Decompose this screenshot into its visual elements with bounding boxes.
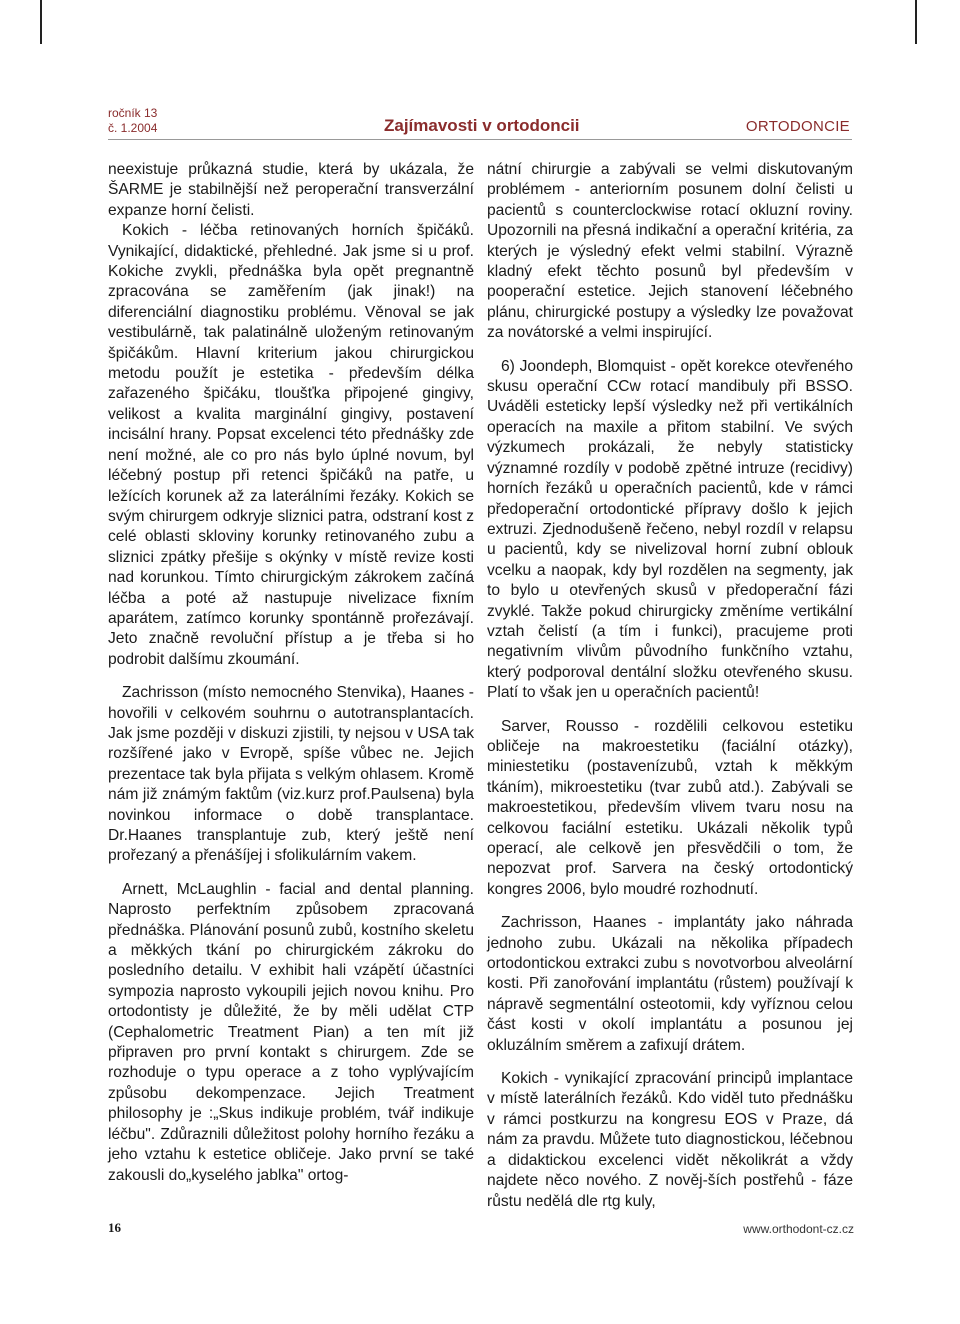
paragraph: Zachrisson (místo nemocného Stenvika), Haanes - hovořili v celkovém souhrnu o autotransplantacích. Jak jsme později v diskuzi zjistili, ty nejsou v USA tak rozšířené jako v Evropě, spíše vůbec ne. Jejich prezentace tak byla přijata s velkým ohlasem. Kromě nám již známým faktům (viz.kurz prof.Paulsena) byla novinkou informace o době transplantace. Dr.Haanes transplantuje zub, který ještě není prořezaný a přenášíjej i sfolikulárním vakem. xyxy=(108,684,474,865)
crop-mark-left xyxy=(40,0,42,44)
paragraph: neexistuje průkazná studie, která by ukázala, že ŠARME je stabilnější než peroperační transverzální expanze horní čelisti. xyxy=(108,161,474,219)
page-number: 16 xyxy=(108,1220,121,1235)
paragraph: nátní chirurgie a zabývali se velmi diskutovaným problémem - anteriorním posunem dolní čelisti u pacientů s counterclockwise rotací okluzní roviny. Upozornili na přesná indikační a operační kritéria, za kterých je výsledný efekt velmi stabilní. Výrazně kladný efekt těchto posunů byl především v pooperační estetice. Jejich stanovení léčebného plánu, chirurgické postupy a výsledky lze považovat za novátorské a velmi inspirující. xyxy=(487,161,853,342)
paragraph: Sarver, Rousso - rozdělili celkovou estetiku obličeje na makroestetiku (faciální otázky), miniestetiku (postavenízubů, vztah k měkkým tkáním), mikroestetiku (tvar zubů atd.). Zabývali se makroestetikou, především vlivem tvaru nosu na celkovou faciální estetiku. Ukázali několik typů operací, ale celkově jen přesvědčili o tom, že nepozvat prof. Sarvera na český ortodontický kongres 2006, bylo moudré rozhodnutí. xyxy=(487,717,853,898)
issue-label: č. 1.2004 xyxy=(108,121,158,135)
text-column-right xyxy=(487,160,853,1212)
paragraph: 6) Joondeph, Blomquist - opět korekce otevřeného skusu operační CCw rotací mandibuly při BSSO. Uváděli esteticky lepší výsledky než při vertikálních operacích na maxile a přitom stabilní. Ve svých výzkumech prokázali, že nebyly statisticky významné rozdíly v podobě zpětné intruze (recidivy) horních řezáků u operačních pacientů, kde v rámci předoperační ortodontické přípravy došlo k jejich extruzi. Zjednodušeně řečeno, nebyl rozdíl v relapsu u pacientů, kdy se nivelizoval horní zubní oblouk vcelku a naopak, kdy byl rozdělen na segmenty, jak to bylo u otevřených skusů v předoperační fázi zvyklé. Takže pokud chirurgicky změníme vertikální vztah čelistí (a tím i funkci), pracujeme proti negativním vlivům původního funkčního vztahu, který podporoval dentální složku otevřeného skusu. Platí to však jen u operačních pacientů! xyxy=(487,357,853,702)
section-title: Zajímavosti v ortodoncii xyxy=(384,116,580,135)
website-url: www.orthodont-cz.cz xyxy=(743,1222,854,1236)
text-column-left xyxy=(108,160,474,1186)
paragraph: Zachrisson, Haanes - implantáty jako náhrada jednoho zubu. Ukázali na několika případech ortodontickou extrakci zubu s novotvorbou alveolární kosti. Při zanořování implantátu (růstem) používají k nápravě segmentální osteotomii, kdy vyříznou celou část kosti v okolí implantátu a posunou jej okluzálním směrem a zafixují drátem. xyxy=(487,914,853,1054)
crop-mark-right xyxy=(915,0,917,44)
paragraph: Arnett, McLaughlin - facial and dental planning. Naprosto perfektním způsobem zpracovaná přednáška. Plánování posunů zubů, kostního skeletu a měkkých tkání po chirurgickém zákroku do posledního detailu. V exhibit hali vzápětí účastníci sympozia naprosto vykoupili jejich novou knihu. Pro ortodontisty je důležité, že by měli udělat CTP (Cephalometric Treatment Pian) a ten mít již připraven pro první kontakt s chirurgem. Zde se rozhoduje o typu operace a z toho vyplývajícím způsobu dekompenzace. Jejich Treatment philosophy je :„Skus indikuje problém, tvář indikuje léčbu". Zdůraznili důležitost polohy horního řezáku a jeho vztahu k estetice obličeje. Jako první se také zakousli do„kyselého jablka" ortog- xyxy=(108,880,474,1184)
volume-label: ročník 13 xyxy=(108,106,158,120)
issue-info xyxy=(108,106,157,136)
paragraph: Kokich - vynikající zpracování principů implantace v místě laterálních řezáků. Kdo viděl tuto přednášku v rámci postkurzu na kongresu EOS v Praze, dá nám za pravdu. Můžete tuto diagnostickou, léčebnou a didaktickou excelenci vidět několikrát a vždy najdete něco nového. Z nověj-ších postřehů - fáze růstu nedělá dle rtg kuly, xyxy=(487,1070,853,1210)
section-name: ORTODONCIE xyxy=(745,118,850,135)
header-divider xyxy=(108,139,852,140)
paragraph: Kokich - léčba retinovaných horních špičáků. Vynikající, didaktické, přehledné. Jak jsme si u prof. Kokiche zvykli, přednáška byla opět pregnantně zpracována se zaměřením (jak jinak!) na diferenciální diagnostiku problému. Věnoval se jak vestibulárně, tak palatinálně uloženým retinovaným špičákům. Hlavní kriterium jakou chirurgickou metodu použít je estetika - především délka zařazeného špičáku, tloušťka připojené gingivy, velikost a kvalita marginální gingivy, postavení incisální hrany. Popsat excelenci této přednášky zde není možné, ale co pro nás bylo úplné novum, byl léčebný postup při retenci špičáků na patře, u ležících korunek až za laterálními řezáky. Kokich se svým chirurgem odkryje sliznici patra, odstraní kost z celé oblasti skloviny korunky retinovaného zubu a sliznici zpátky přešije s okýnky v místě revize kosti nad korunkou. Tímto chirurgickým zákrokem začíná léčba a poté až nastupuje nivelizace fixním aparátem, zatímco korunky spontánně prořezávají. Jeto značně revoluční přístup a je třeba si ho podrobit dalšímu zkoumání. xyxy=(108,222,474,668)
